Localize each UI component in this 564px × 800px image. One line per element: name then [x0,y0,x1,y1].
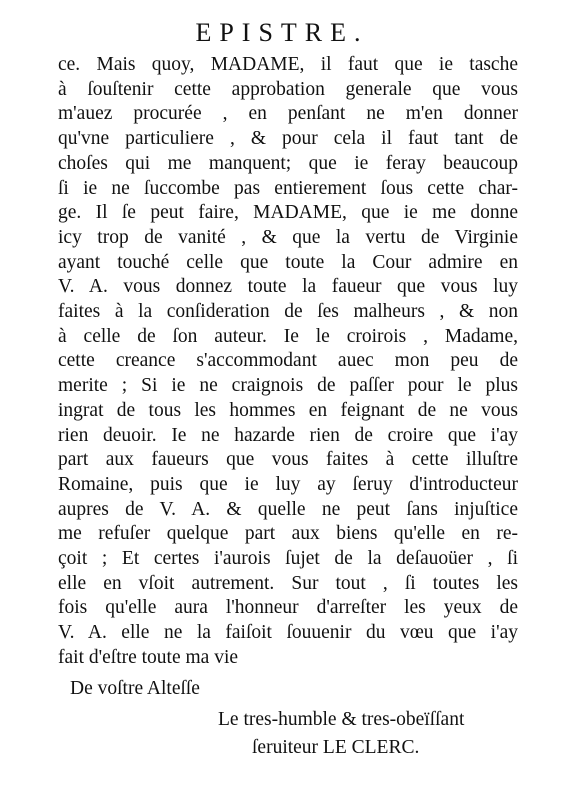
text-line: ingrat de tous les hommes en feignant de ne vous [58,399,518,421]
text-line: icy trop de vanité , & que la vertu de Virginie [58,226,518,248]
text-line: V. A. vous donnez toute la faueur que vous luy [58,276,518,298]
signature-line: Le tres-humble & tres-obeïſſant [218,709,465,730]
text-line: rien deuoir. Ie ne hazarde rien de croire que i'ay [58,424,518,446]
text-line: cette creance s'accommodant auec mon peu de [58,350,518,372]
closing-salutation: De voſtre Alteſſe [70,678,200,699]
text-line: Romaine, puis que ie luy ay ſeruy d'introducteur [58,473,518,495]
text-line: aupres de V. A. & quelle ne peut ſans injuſtice [58,498,518,520]
text-line: fois qu'elle aura l'honneur d'arreſter les yeux de [58,597,518,619]
text-line: à ſouſtenir cette approbation generale que vous [58,78,518,100]
text-line: à celle de ſon auteur. Ie le croirois , Madame, [58,325,518,347]
text-line: me refuſer quelque part aux biens qu'elle en re- [58,523,518,545]
signature-name: ſeruiteur LE CLERC. [252,737,420,758]
text-line: merite ; Si ie ne craignois de paſſer pour le plus [58,375,518,397]
text-line: ayant touché celle que toute la Cour admire en [58,251,518,273]
body-text [58,53,518,671]
text-line: faites à la conſideration de ſes malheurs , & non [58,301,518,323]
page-heading: EPISTRE. [195,18,369,47]
text-line: part aux faueurs que vous faites à cette illuſtre [58,449,518,471]
text-line: fait d'eſtre toute ma vie [58,646,239,668]
text-line: V. A. elle ne la faiſoit ſouuenir du vœu que i'ay [58,622,518,644]
text-line: ce. Mais quoy, MADAME, il faut que ie tasche [58,54,518,75]
signature-block [218,706,518,762]
text-line: çoit ; Et certes i'aurois ſujet de la deſauoüer , ſi [58,548,518,570]
text-line: qu'vne particuliere , & pour cela il faut tant de [58,128,518,150]
text-line: elle en vſoit autrement. Sur tout , ſi toutes les [58,572,518,594]
text-line: m'auez procurée , en penſant ne m'en donner [58,103,518,125]
text-line: ſi ie ne ſuccombe pas entierement ſous cette char- [58,177,518,199]
text-line: ge. Il ſe peut faire, MADAME, que ie me donne [58,202,518,224]
text-line: choſes qui me manquent; que ie feray beaucoup [58,152,518,174]
